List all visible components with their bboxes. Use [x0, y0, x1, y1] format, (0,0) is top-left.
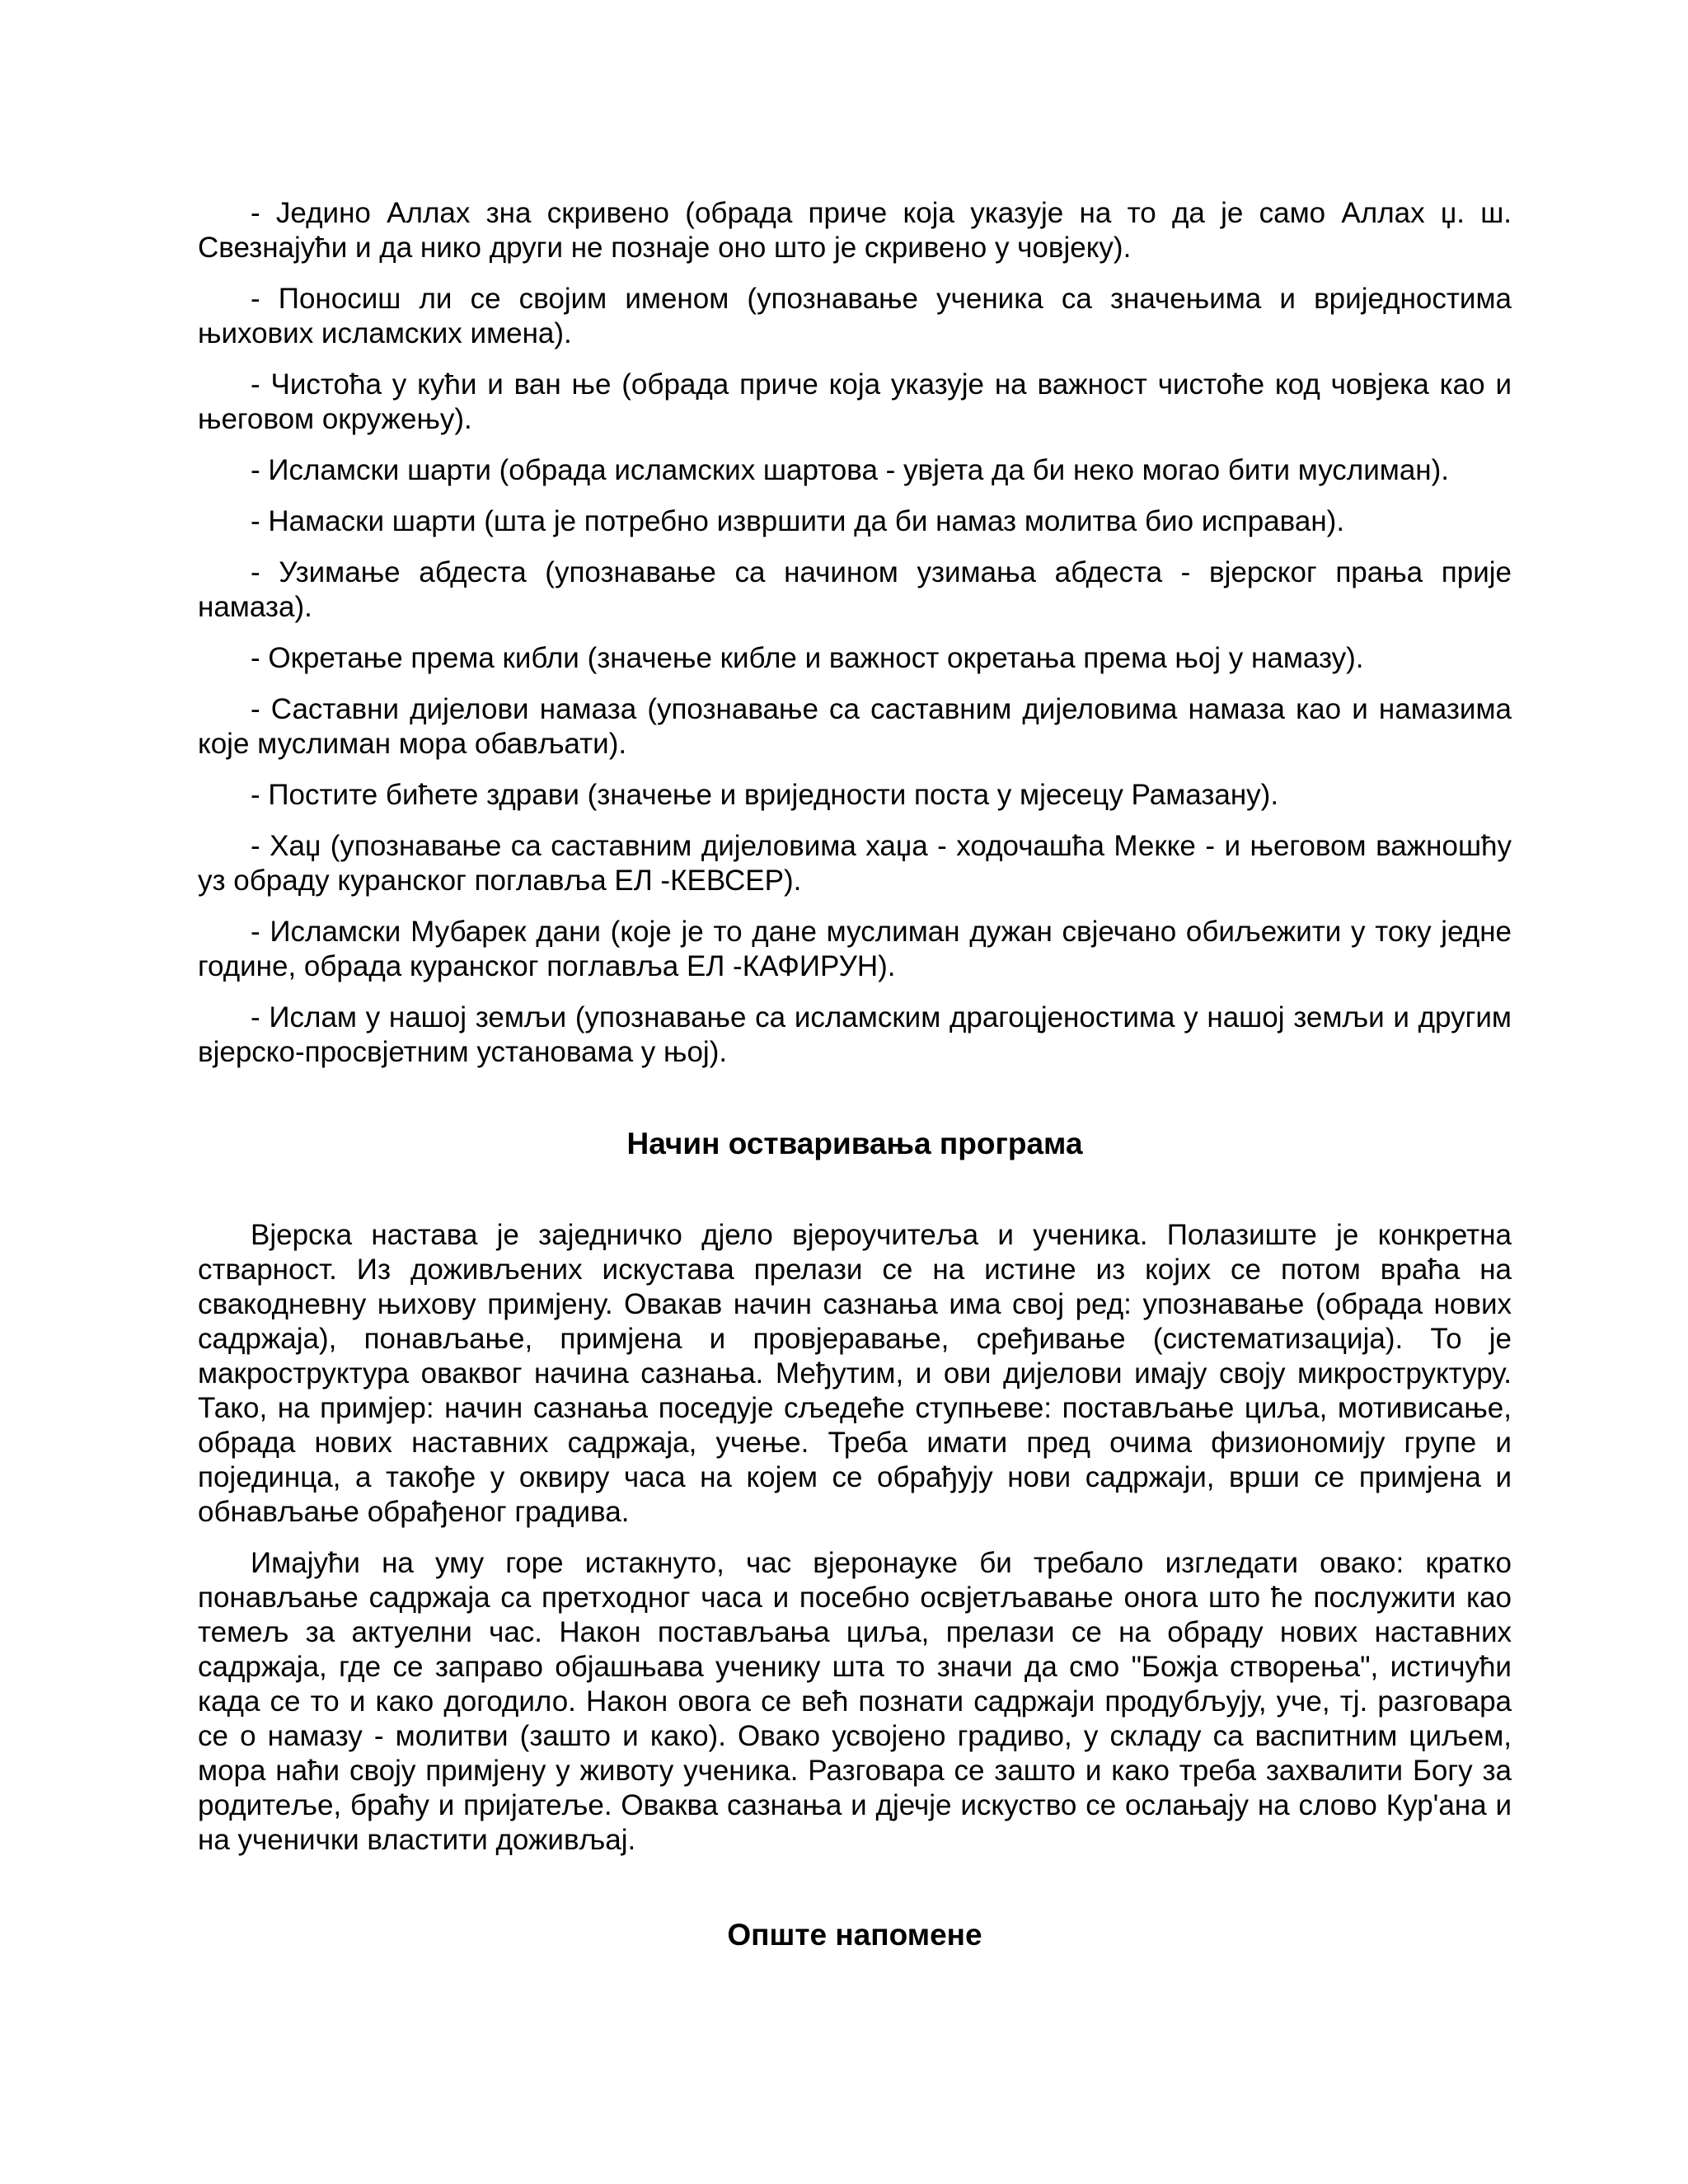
topic-item: - Хаџ (упознавање са саставним дијеловима хаџа - ходочашћа Мекке - и његовом важношћу уз обраду куранског поглавља ЕЛ -КЕВСЕР).: [198, 830, 1512, 897]
body-paragraph: Вјерска настава је заједничко дјело вјероучитеља и ученика. Полазиште је конкретна стварност. Из доживљених искустава прелази се на истине из којих се потом враћа на свакодневну њихову примјену. Овакав начин сазнања има свој ред: упознавање (обрада нових садржаја), понављање, примјена и провјеравање, сређивање (систематизација). То је макроструктура оваквог начина сазнања. Међутим, и ови дијелови имају своју микроструктуру. Тако, на примјер: начин сазнања поседује сљедеће ступњеве: постављање циља, мотивисање, обрада нових наставних садржаја, учење. Треба имати пред очима физиономију групе и појединца, а такође у оквиру часа на којем се обрађују нови садржаји, врши се примјена и обнављање обрађеног градива.: [198, 1219, 1512, 1528]
section-heading-program-realization: Начин остваривања програма: [626, 1127, 1083, 1160]
topic-item: - Саставни дијелови намаза (упознавање са саставним дијеловима намаза као и намазима које муслиман мора обављати).: [198, 693, 1512, 760]
document-page: [198, 196, 1512, 1953]
topic-item: - Окретање према кибли (значење кибле и важност окретања према њој у намазу).: [251, 642, 1364, 674]
topic-item: - Исламски шарти (обрада исламских шартова - увјета да би неко могао бити муслиман).: [251, 454, 1450, 486]
topic-item: - Намаски шарти (шта је потребно извршити да би намаз молитва био исправан).: [251, 505, 1345, 537]
topic-item: - Узимање абдеста (упознавање са начином узимања абдеста - вјерског прања прије намаза).: [198, 556, 1512, 623]
topic-item: - Једино Аллах зна скривено (обрада приче која указује на то да је само Аллах џ. ш. Свезнајући и да нико други не познаје оно што је скривено у човјеку).: [198, 197, 1512, 264]
topic-item: - Исламски Мубарек дани (које је то дане муслиман дужан свјечано обиљежити у току једне године, обрада куранског поглавља ЕЛ -КАФИРУН).: [198, 916, 1512, 982]
topic-item: - Постите бићете здрави (значење и вриједности поста у мјесецу Рамазану).: [251, 779, 1279, 811]
body-paragraph: Имајући на уму горе истакнуто, час вјеронауке би требало изгледати овако: кратко понављање садржаја са претходног часа и посебно освјетљавање онога што ће послужити као темељ за актуелни час. Након постављања циља, прелази се на обраду нових наставних садржаја, где се заправо објашњава ученику шта то значи да смо "Божја створења", истичући када се то и како догодило. Након овога се већ познати садржаји продубљују, уче, тј. разговара се о намазу - молитви (зашто и како). Овако усвојено градиво, у складу са васпитним циљем, мора наћи своју примјену у животу ученика. Разговара се зашто и како треба захвалити Богу за родитеље, браћу и пријатеље. Оваква сазнања и дјечје искуство се ослањају на слово Кур'ана и на ученички властити доживљај.: [198, 1547, 1512, 1856]
topic-item: - Ислам у нашој земљи (упознавање са исламским драгоцјеностима у нашој земљи и другим вјерско-просвјетним установама у њој).: [198, 1001, 1512, 1068]
topic-item: - Поносиш ли се својим именом (упознавање ученика са значењима и вриједностима њихових исламских имена).: [198, 283, 1512, 349]
topic-item: - Чистоћа у кући и ван ње (обрада приче која указује на важност чистоће код човјека као и његовом окружењу).: [198, 368, 1512, 435]
topic-list: [198, 196, 1512, 1070]
section-heading-general-notes: Опште напомене: [727, 1918, 982, 1952]
